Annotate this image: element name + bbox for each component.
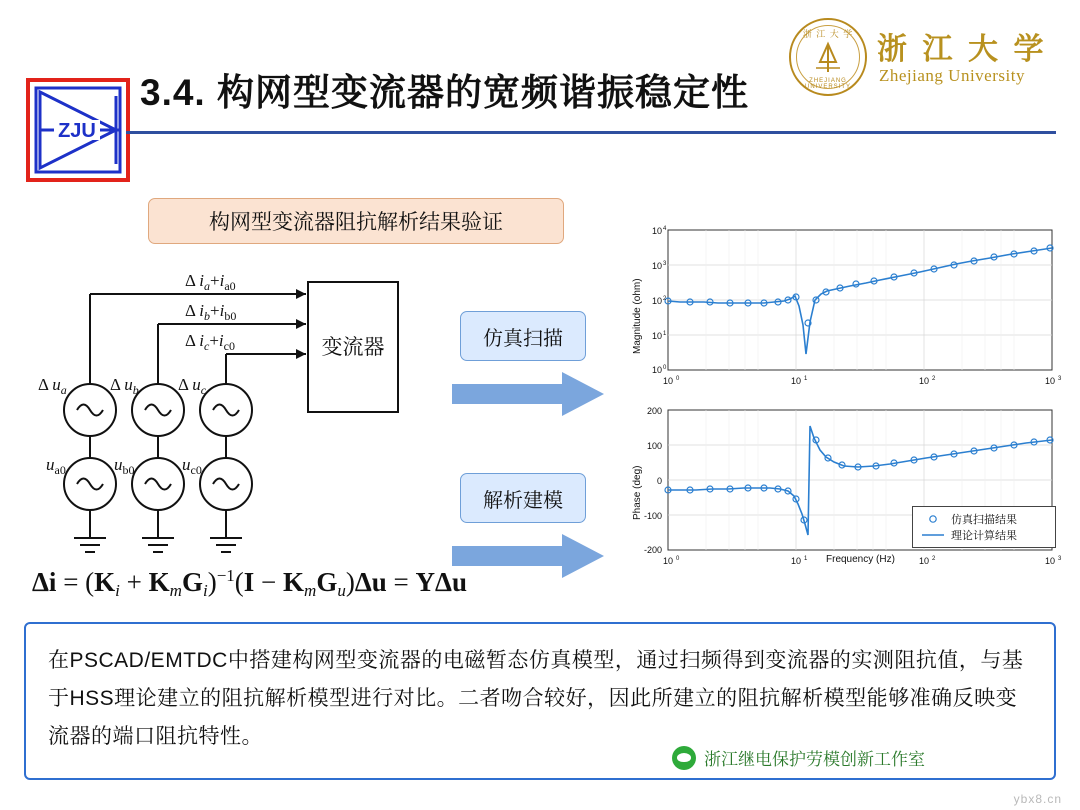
sim-scan-chip: 仿真扫描	[460, 311, 586, 361]
svg-text:10: 10	[662, 376, 674, 386]
phase-y-axis-label: Phase (deg)	[632, 465, 643, 520]
title-divider	[126, 131, 1056, 134]
legend-label-theory: 理论计算结果	[951, 530, 1017, 542]
brand-name-cn: 浙 江 大 学	[877, 33, 1048, 66]
svg-text:10: 10	[918, 376, 930, 386]
zju-logo	[26, 78, 130, 182]
seal-top-text: 浙 江 大 学	[802, 29, 854, 39]
wechat-label: 浙江继电保护劳模创新工作室	[704, 750, 925, 769]
seal-bottom-text: ZHEJIANG UNIVERSITY	[804, 78, 851, 90]
svg-text:3: 3	[1058, 556, 1062, 562]
svg-text:0: 0	[663, 365, 667, 371]
svg-text:ZJU: ZJU	[58, 120, 96, 142]
svg-text:-100: -100	[643, 511, 662, 521]
svg-text:1: 1	[804, 376, 808, 382]
svg-text:Δ uc: Δ $u_c$	[178, 375, 207, 397]
svg-text:Δ ic+ic0: Δ $i_c+i_{c0}$	[185, 331, 235, 353]
arrow-sim	[452, 372, 608, 416]
svg-text:ua0: $u_{a0}$	[46, 455, 66, 477]
plot-legend	[912, 506, 1056, 548]
legend-item-sim	[919, 511, 1049, 527]
svg-text:uc0: $u_{c0}$	[182, 455, 202, 477]
watermark: ybx8.cn	[1013, 792, 1062, 806]
svg-text:Δi = (Ki + KmGi)−1(I −: Δi = (Ki + KmGi)$^{-1}$(I − KmGu)Δu = YΔu	[32, 566, 467, 600]
circuit-svg	[30, 262, 450, 592]
svg-text:1: 1	[804, 556, 808, 562]
svg-text:10: 10	[918, 556, 930, 566]
university-seal-icon	[789, 18, 867, 96]
magnitude-y-axis-label: Magnitude (ohm)	[632, 278, 643, 354]
summary-note: 在PSCAD/EMTDC中搭建构网型变流器的电磁暂态仿真模型，通过扫频得到变流器的实测阻抗值，与基于HSS理论建立的阻抗解析模型进行对比。二者吻合较好，因此所建立的阻抗解析模型能够准确反映变流器的端口阻抗特性。	[24, 622, 1056, 780]
legend-circle-icon	[919, 514, 947, 524]
svg-text:ub0: $u_{b0}$	[114, 455, 135, 477]
svg-text:0: 0	[656, 476, 662, 486]
university-brand	[789, 18, 1064, 98]
legend-label-sim: 仿真扫描结果	[951, 514, 1017, 526]
svg-text:10: 10	[790, 556, 802, 566]
analytic-model-chip: 解析建模	[460, 473, 586, 523]
svg-text:100: 100	[646, 441, 662, 451]
svg-text:200: 200	[646, 406, 662, 416]
svg-text:0: 0	[676, 376, 680, 382]
wechat-credit	[672, 745, 925, 770]
svg-text:10: 10	[651, 296, 662, 306]
svg-text:10: 10	[1044, 556, 1056, 566]
legend-item-theory	[919, 527, 1049, 543]
svg-text:3: 3	[663, 261, 667, 267]
svg-text:4: 4	[663, 226, 667, 232]
wechat-icon	[672, 746, 696, 770]
brand-name-en: Zhejiang University	[879, 66, 1025, 85]
svg-text:变流器: 变流器	[321, 336, 385, 359]
svg-text:-200: -200	[643, 545, 662, 555]
svg-text:10: 10	[651, 226, 662, 236]
svg-text:10: 10	[651, 331, 662, 341]
svg-text:1: 1	[663, 331, 667, 337]
svg-text:10: 10	[651, 365, 662, 375]
svg-text:3: 3	[1058, 376, 1062, 382]
phase-plot	[612, 402, 1064, 589]
magnitude-plot	[612, 222, 1064, 409]
circuit-diagram	[30, 262, 450, 592]
svg-text:2: 2	[932, 556, 936, 562]
legend-line-icon	[919, 530, 947, 540]
svg-text:2: 2	[663, 296, 667, 302]
section-chip: 构网型变流器阻抗解析结果验证	[148, 198, 564, 244]
frequency-x-axis-label: Frequency (Hz)	[826, 554, 895, 565]
page-title: 3.4. 构网型变流器的宽频谐振稳定性	[140, 72, 749, 113]
zju-logo-graphic	[30, 82, 126, 178]
svg-text:Δ ub: Δ $u_b$	[110, 375, 139, 397]
svg-text:Δ ib+ib0: Δ $i_b+i_{b0}$	[185, 301, 237, 323]
svg-text:Δ ia+ia0: Δ $i_a+i_{a0}$	[185, 271, 236, 293]
svg-text:10: 10	[790, 376, 802, 386]
svg-text:0: 0	[676, 556, 680, 562]
bode-plots	[612, 222, 1064, 584]
svg-text:Δ ua: Δ $u_a$	[38, 375, 67, 397]
svg-text:10: 10	[662, 556, 674, 566]
svg-text:2: 2	[932, 376, 936, 382]
svg-text:10: 10	[1044, 376, 1056, 386]
svg-text:10: 10	[651, 261, 662, 271]
impedance-formula	[32, 558, 572, 604]
